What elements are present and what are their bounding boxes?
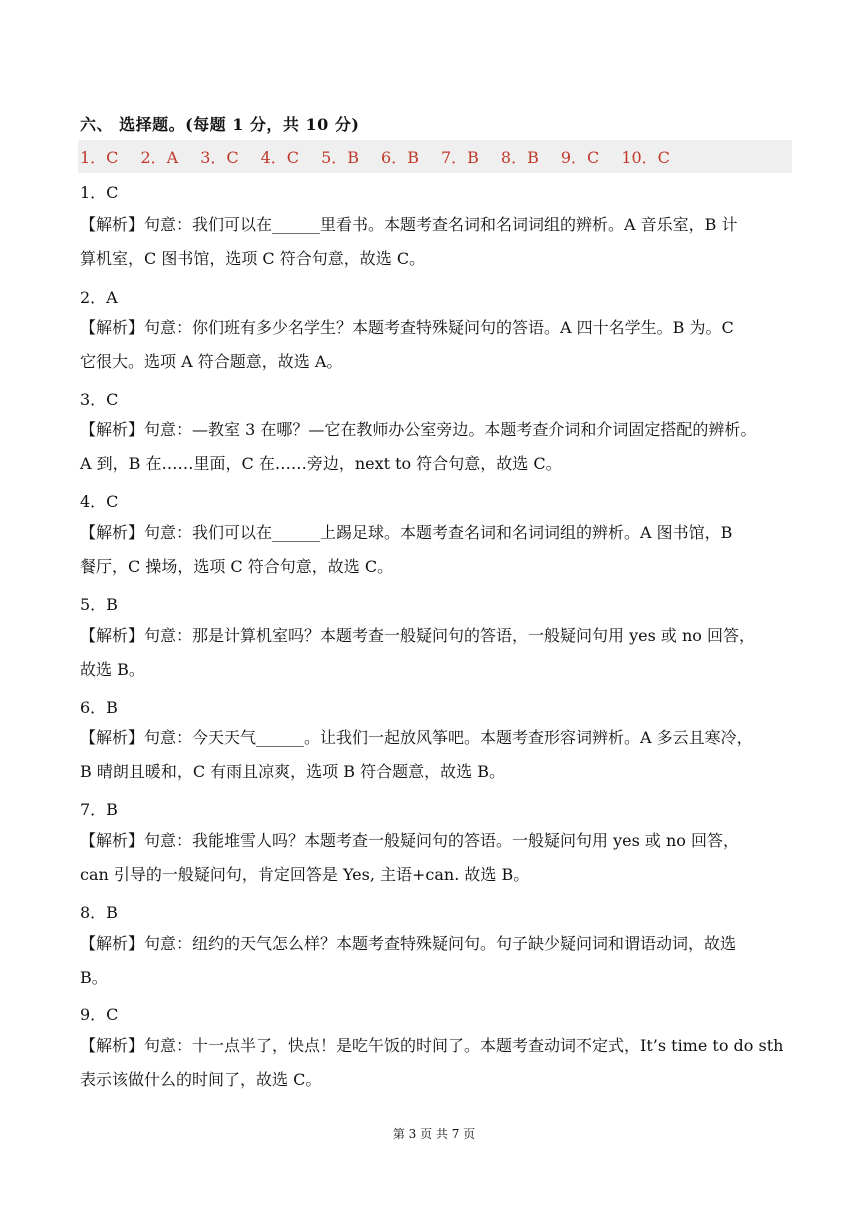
analysis-line: 【解析】句意：那是计算机室吗？本题考查一般疑问句的答语，一般疑问句用 yes 或 no 回答，: [80, 626, 756, 645]
answer-key-bar: [78, 140, 792, 173]
page-footer: 第 3 页 共 7 页: [392, 1127, 476, 1141]
analysis-line: 【解析】句意：—教室 3 在哪？—它在教师办公室旁边。本题考查介词和介词固定搭配的辨析。: [80, 420, 757, 439]
answer-key-item: 4．C: [260, 148, 300, 167]
analysis-line: 【解析】句意：十一点半了，快点！是吃午饭的时间了。本题考查动词不定式，It’s time to do sth: [80, 1036, 784, 1055]
analysis-text: [80, 824, 792, 892]
question-number: 1．C: [80, 183, 119, 202]
question-number: 4．C: [80, 492, 119, 511]
analysis-line: can 引导的一般疑问句，肯定回答是 Yes, 主语+can. 故选 B。: [80, 865, 530, 884]
analysis-text: [80, 311, 792, 379]
answer-key-item: 9．C: [560, 148, 600, 167]
answer-key-item: 6．B: [381, 148, 419, 167]
answer-key-item: 5．B: [321, 148, 360, 167]
answer-key-item: 10．C: [621, 148, 670, 167]
answer-key-item: 2．A: [140, 148, 179, 167]
question-number: 7．B: [80, 800, 118, 819]
analysis-line: 【解析】句意：我们可以在______里看书。本题考查名词和名词词组的辨析。A 音乐室，B 计: [80, 215, 738, 234]
analysis-text: [80, 927, 792, 995]
analysis-text: [80, 516, 792, 584]
analysis-line: 它很大。选项 A 符合题意，故选 A。: [80, 352, 343, 371]
analysis-line: 【解析】句意：你们班有多少名学生？本题考查特殊疑问句的答语。A 四十名学生。B 为。C: [80, 318, 734, 337]
analysis-line: 餐厅，C 操场，选项 C 符合句意，故选 C。: [80, 557, 394, 576]
analysis-line: 【解析】句意：今天天气______。让我们一起放风筝吧。本题考查形容词辨析。A 多云且寒冷，: [80, 728, 753, 747]
answer-key-item: 8．B: [500, 148, 539, 167]
analysis-line: 【解析】句意：纽约的天气怎么样？本题考查特殊疑问句。句子缺少疑问词和谓语动词，故选: [80, 934, 737, 953]
question-number: 9．C: [80, 1005, 119, 1024]
analysis-text: [80, 208, 792, 276]
analysis-line: B。: [80, 968, 108, 987]
analysis-text: [80, 721, 792, 789]
analysis-line: B 晴朗且暖和，C 有雨且凉爽，选项 B 符合题意，故选 B。: [80, 762, 505, 781]
question-number: 3．C: [80, 390, 119, 409]
answer-key-item: 1．C: [80, 148, 119, 167]
section-title: 六、 选择题。(每题 1 分，共 10 分): [80, 115, 360, 134]
analysis-line: 【解析】句意：我们可以在______上踢足球。本题考查名词和名词词组的辨析。A 图书馆，B: [80, 523, 733, 542]
question-number: 8．B: [80, 903, 118, 922]
answer-key-item: 3．C: [200, 148, 239, 167]
analysis-line: 算机室，C 图书馆，选项 C 符合句意，故选 C。: [80, 249, 426, 268]
analysis-text: [80, 619, 792, 687]
analysis-line: 表示该做什么的时间了，故选 C。: [80, 1070, 322, 1089]
analysis-line: 【解析】句意：我能堆雪人吗？本题考查一般疑问句的答语。一般疑问句用 yes 或 no 回答，: [80, 831, 740, 850]
analysis-line: A 到，B 在……里面，C 在……旁边，next to 符合句意，故选 C。: [80, 454, 562, 473]
analysis-text: [80, 413, 792, 481]
answer-key-item: 7．B: [440, 148, 479, 167]
analysis-text: [80, 1029, 792, 1097]
question-number: 6．B: [80, 698, 118, 717]
question-number: 5．B: [80, 595, 118, 614]
analysis-line: 故选 B。: [80, 660, 145, 679]
question-number: 2．A: [80, 288, 118, 307]
